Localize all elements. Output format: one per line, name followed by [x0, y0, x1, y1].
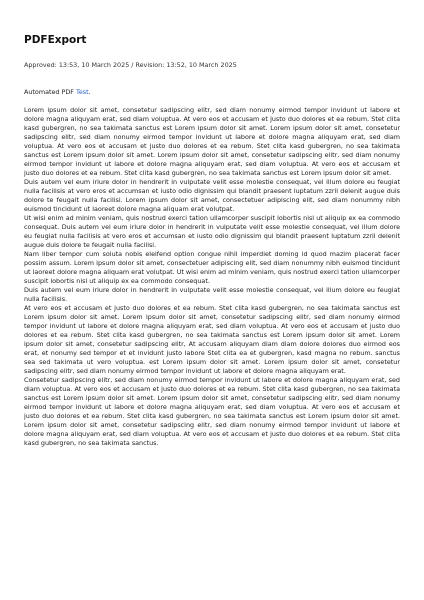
paragraph: Consetetur sadipscing elitr, sed diam nonumy eirmod tempor invidunt ut labore et dolore magna aliquyam erat, sed diam voluptua. At vero eos et accusam et justo duo dolores et ea rebum. Stet clita kasd gubergren, no sea takimata sanctus est Lorem ipsum dolor sit amet. Lorem ipsum dolor sit amet, consetetur sadipscing elitr, sed diam nonumy eirmod tempor invidunt ut labore et dolore magna aliquyam erat, sed diam voluptua. At vero eos et accusam et justo duo dolores et ea rebum. Stet clita kasd gubergren, no sea takimata sanctus est Lorem ipsum dolor sit amet. Lorem ipsum dolor sit amet, consetetur sadipscing elitr, sed diam nonumy eirmod tempor invidunt ut labore et dolore magna aliquyam erat, sed diam voluptua. At vero eos et accusam et justo duo dolores et ea rebum. Stet clita kasd gubergren, no sea takimata sanctus.	[24, 376, 400, 447]
paragraph: Duis autem vel eum iriure dolor in hendrerit in vulputate velit esse molestie consequat, vel illum dolore eu feugiat nulla facilisis.	[24, 286, 400, 303]
approval-info: Approved: 13:53, 10 March 2025 / Revision: 13:52, 10 March 2025	[24, 61, 237, 69]
paragraph: At vero eos et accusam et justo duo dolores et ea rebum. Stet clita kasd gubergren, no sea takimata sanctus est Lorem ipsum dolor sit amet. Lorem ipsum dolor sit amet, consetetur sadipscing elitr, sed diam nonumy eirmod tempor invidunt ut labore et dolore magna aliquyam erat, sed diam voluptua. At vero eos et accusam et justo duo dolores et ea rebum. Stet clita kasd gubergren, no sea takimata sanctus est Lorem ipsum dolor sit amet. Lorem ipsum dolor sit amet, consetetur sadipscing elitr, At accusam aliquyam diam diam dolore dolores duo eirmod eos erat, et nonumy sed tempor et et invidunt justo labore Stet clita ea et gubergren, kasd magna no rebum. sanctus sea sed takimata ut vero voluptua. est Lorem ipsum dolor sit amet. Lorem ipsum dolor sit amet, consetetur sadipscing elitr, sed diam nonumy eirmod tempor invidunt ut labore et dolore magna aliquyam erat.	[24, 304, 400, 375]
paragraph: Ut wisi enim ad minim veniam, quis nostrud exerci tation ullamcorper suscipit lobortis nisl ut aliquip ex ea commodo consequat. Duis autem vel eum iriure dolor in hendrerit in vulputate velit esse molestie consequat, vel illum dolore eu feugiat nulla facilisis at vero eros et accumsan et iusto odio dignissim qui blandit praesent luptatum zzril delenit augue duis dolore te feugait nulla facilisi.	[24, 214, 400, 249]
page-title: PDFExport	[24, 34, 87, 46]
document-body	[24, 106, 400, 448]
paragraph: Nam liber tempor cum soluta nobis eleifend option congue nihil imperdiet doming id quod mazim placerat facer possim assum. Lorem ipsum dolor sit amet, consectetuer adipiscing elit, sed diam nonummy nibh euismod tincidunt ut laoreet dolore magna aliquam erat volutpat. Ut wisi enim ad minim veniam, quis nostrud exerci tation ullamcorper suscipit lobortis nisl ut aliquip ex ea commodo consequat.	[24, 250, 400, 285]
intro-line	[24, 88, 400, 97]
paragraph: Duis autem vel eum iriure dolor in hendrerit in vulputate velit esse molestie consequat, vel illum dolore eu feugiat nulla facilisis at vero eros et accumsan et iusto odio dignissim qui blandit praesent luptatum zzril delenit augue duis dolore te feugait nulla facilisi. Lorem ipsum dolor sit amet, consectetuer adipiscing elit, sed diam nonummy nibh euismod tincidunt ut laoreet dolore magna aliquam erat volutpat.	[24, 178, 400, 213]
intro-suffix: .	[88, 88, 91, 96]
intro-prefix: Automated PDF	[24, 88, 76, 96]
test-link[interactable]: Test	[76, 88, 89, 96]
paragraph: Lorem ipsum dolor sit amet, consetetur sadipscing elitr, sed diam nonumy eirmod tempor invidunt ut labore et dolore magna aliquyam erat, sed diam voluptua. At vero eos et accusam et justo duo dolores et ea rebum. Stet clita kasd gubergren, no sea takimata sanctus est Lorem ipsum dolor sit amet. Lorem ipsum dolor sit amet, consetetur sadipscing elitr, sed diam nonumy eirmod tempor invidunt ut labore et dolore magna aliquyam erat, sed diam voluptua. At vero eos et accusam et justo duo dolores et ea rebum. Stet clita kasd gubergren, no sea takimata sanctus est Lorem ipsum dolor sit amet. Lorem ipsum dolor sit amet, consetetur sadipscing elitr, sed diam nonumy eirmod tempor invidunt ut labore et dolore magna aliquyam erat, sed diam voluptua. At vero eos et accusam et justo duo dolores et ea rebum. Stet clita kasd gubergren, no sea takimata sanctus est Lorem ipsum dolor sit amet.	[24, 106, 400, 177]
